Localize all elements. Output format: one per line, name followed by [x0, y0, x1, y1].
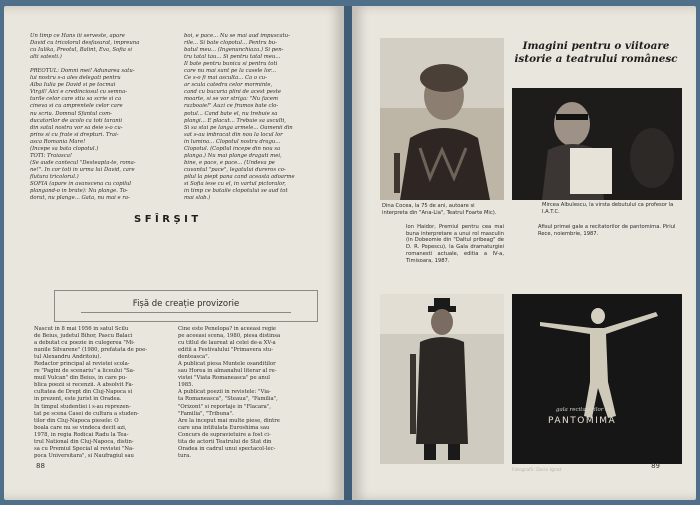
- poster-pantomima-text: PANTOMIMA: [548, 416, 617, 426]
- text-line: prins si cu frate si drepturi. Trai-: [30, 131, 119, 138]
- text-line: sau Horea in almanahul literar al re-: [178, 368, 277, 375]
- text-line: 1985.: [178, 382, 194, 389]
- text-line: asca Romania Mare!: [30, 138, 86, 145]
- text-line: 1978, in regia Rodicai Radu la Tea-: [34, 431, 129, 438]
- text-line: (Se aude cantecul "Desteapta-te, roma-: [30, 159, 136, 166]
- text-line: editii a Festivalului "Primavera stu-: [178, 347, 274, 354]
- biography-column-1: [34, 326, 170, 460]
- photo-ion-haidor: [380, 294, 504, 464]
- text-line: alti satesti.): [30, 54, 62, 61]
- text-line: PREOTUL: Domni mei! Adunarea satu-: [30, 68, 135, 75]
- text-line: de Beius, judetul Bihor, Pascu Balaci: [34, 333, 133, 340]
- text-line: re "Pagini de scenariu" a liceului "Sa-: [34, 368, 135, 375]
- end-word: SFÎRȘIT: [134, 214, 202, 225]
- text-line: Un timp ce Hans iii serveste, apare: [30, 33, 125, 39]
- text-line: bine, e pace, e pace... (Undeva pe: [184, 159, 275, 166]
- text-line: dorut, nu plange... Gata, nu mai e ra-: [30, 195, 130, 202]
- text-line: "Familia", "Tribuna".: [178, 410, 234, 417]
- text-line: planga.) Nu mai plange draguti mei,: [184, 152, 282, 159]
- play-text-column-2: [184, 33, 328, 202]
- text-line: Ce s-o fi mai asculta... Ca o cu-: [184, 75, 267, 82]
- biography-column-2: [178, 326, 316, 460]
- biography-box: [54, 290, 318, 322]
- text-line: muil Vulcan" din Beius, in care pu-: [34, 375, 128, 382]
- text-line: In timpul studentiei i s-au reprezen-: [34, 403, 131, 410]
- text-line: in prezent, este jurist in Oradea.: [34, 396, 122, 403]
- left-page: [4, 6, 344, 500]
- page-number-left: 88: [36, 462, 45, 470]
- text-line: rile... Si bate clopotul... Pentru bu-: [184, 40, 277, 47]
- text-line: vistei "Viata Romaneasca" pe anul: [178, 375, 270, 382]
- pantomime-figure-image: [512, 294, 682, 464]
- photo-ion-haidor-image: [380, 294, 504, 464]
- text-line: nunile Silvarene" (1980, prefatata de poe-: [34, 347, 148, 354]
- text-line: plangand-o in brate): Nu plange. To-: [30, 188, 128, 195]
- text-line: David cu tricolorul desfasurat, impreuna: [30, 40, 140, 47]
- photo-credit: Fotografii: Dorin Ignat: [512, 468, 562, 473]
- text-line: Cine este Penelopa? in aceeasi regie: [178, 326, 277, 332]
- text-line: tat pe scena Casei de cultura a studen-: [34, 410, 139, 417]
- photo-dina-cocea: [380, 38, 504, 200]
- text-line: turile celor care stiu sa scrie si ca: [30, 96, 122, 103]
- poster-gala-text: gala recitatorilor de: [556, 407, 612, 413]
- caption-mircea-albulescu: Mircea Albulescu, la virsta debutului ca profesor la I.A.T.C.: [542, 202, 674, 215]
- text-line: Il bate pentru bunica si pentru toti: [184, 61, 278, 68]
- text-line: blica poezii si recenzii. A absolvit Fa-: [34, 382, 134, 389]
- text-line: denteasca".: [178, 354, 210, 361]
- text-line: pe aceeasi scena, 1980, piesa distinsa: [178, 333, 281, 340]
- text-line: tura.: [178, 452, 191, 459]
- text-line: cu Iulika, Preotul, Balint, Eva, Sofia si: [30, 47, 133, 54]
- text-line: Clopotul. (Copilul incepe din nou sa: [184, 145, 281, 152]
- text-line: Virgil! Aici e credinciosul cu semna-: [30, 89, 128, 96]
- caption-ion-haidor: Ion Haidor, Premiul pentru cea mai buna interpretare a unui rol masculin (in Dobeomie din "Daltul pribeag" de D. R. Popescu), la Gala dramaturgiei romanesti actuale, editia a IV-a, Timisoara, 1987.: [406, 224, 504, 264]
- text-line: sa cu Premiul Special al revistei "Na-: [34, 445, 134, 452]
- text-line: mai slab.): [184, 195, 211, 202]
- text-line: potul... Cand bate el, nu trebuie sa: [184, 110, 278, 117]
- photo-dina-cocea-image: [380, 38, 504, 200]
- text-line: Oradea in cadrul unui spectacol-lec-: [178, 445, 276, 452]
- text-line: ducatorilor de acolo ca toti taranii: [30, 117, 123, 124]
- text-line: nu scriu. Domnul Sfantul com-: [30, 110, 112, 117]
- text-line: Nascut in 8 mai 1956 in satul Scilu: [34, 326, 129, 332]
- caption-pantomime-poster: Afisul primei gale a recitatorilor de pantomima. Piriul Rece, noiembrie, 1987.: [538, 224, 676, 237]
- text-line: pilul la piept pana cand aceasta adoarme: [184, 173, 295, 180]
- text-line: ne!". In cor toti in urma lui David, care: [30, 166, 135, 173]
- text-line: cineva si cu amprentele celor care: [30, 103, 123, 110]
- text-line: poca Universitara", si Naufragiul sau: [34, 452, 134, 459]
- photo-pantomime-poster: [512, 294, 682, 464]
- text-line: care una intitulata Euroshima sau: [178, 424, 270, 431]
- text-line: Concurs de supravietuire a fost ci-: [178, 431, 271, 438]
- text-line: flutura tricolorul.): [30, 173, 79, 180]
- spine-gutter: [344, 6, 352, 500]
- text-line: cuvantul "pace", legatului dureros co-: [184, 166, 286, 173]
- text-line: lui nostru s-a ales delegati pentru: [30, 75, 121, 82]
- text-line: in lumina... Clopotul nostru dragu...: [184, 138, 281, 145]
- text-line: (Incepe sa bata clopotul.): [30, 145, 99, 152]
- page-number-right: 89: [651, 462, 660, 470]
- text-line: A publicat piesa Muntele osanditilor: [178, 361, 276, 368]
- text-line: TOTI: Traiasca!: [30, 152, 73, 159]
- text-line: cultatea de Drept din Cluj-Napoca si: [34, 389, 133, 396]
- text-line: ta Romaneasca", "Steaua", "Familia",: [178, 396, 278, 403]
- text-line: tilor din Cluj-Napoca piesele: O: [34, 417, 119, 424]
- text-line: trul National din Cluj-Napoca, distin-: [34, 438, 134, 445]
- text-line: Redactor principal al revistei scola-: [34, 361, 130, 368]
- text-line: moarte, si se vor striga: "Nu facem: [184, 96, 279, 103]
- text-line: Si sa stai pe langa armele... Oamenii din: [184, 124, 293, 131]
- photo-mircea-albulescu-image: [512, 88, 682, 200]
- photo-mircea-albulescu: [512, 88, 682, 200]
- text-line: boi, e pace... Nu se mai aud impuscatu-: [184, 33, 291, 39]
- biography-box-title: Fișă de creație provizorie: [55, 299, 317, 313]
- text-line: [30, 61, 174, 68]
- text-line: care nu mai sunt pe la casele lor...: [184, 68, 277, 75]
- caption-dina-cocea: Dina Cocea, la 75 de ani, autoare si interpreta din "Ana-Lia", Teatrul Foarte Mic).: [382, 203, 497, 216]
- text-line: "Orizont" si reportaje in "Flacara",: [178, 403, 271, 410]
- section-headline: Imagini pentru o viitoare istorie a teatrului românesc: [514, 40, 678, 65]
- text-line: sat s-au imbracat din nou la locul lor: [184, 131, 283, 138]
- text-line: SOFIA (apare in avanscena cu copilul: [30, 180, 132, 187]
- text-line: tita de actorii Teatrului de Stat din: [178, 438, 272, 445]
- text-line: tru tatal tau... Si pentru tatal meu...: [184, 54, 281, 61]
- text-line: Alba Iulia pe David si pe tocmai: [30, 82, 116, 89]
- text-line: Are la inceput mai multe piese, dintre: [178, 417, 280, 424]
- text-line: a debutat cu poezie in culegerea "Mi-: [34, 340, 135, 347]
- text-line: si Sofia iese cu el, in vartul pictoralor,: [184, 180, 286, 187]
- text-line: din satul nostru vor sa deie s-o cu-: [30, 124, 123, 131]
- text-line: ar scula catedra celor morminte,: [184, 82, 273, 89]
- play-text-column-1: [30, 33, 174, 202]
- text-line: in timp ce bataile clopotului se aud tot: [184, 188, 288, 195]
- text-line: cand cu bucuria plini de acest peste: [184, 89, 281, 96]
- right-page: [352, 6, 696, 500]
- text-line: boala care nu se vindeca decit azi,: [34, 424, 127, 431]
- text-line: cu titlul de laureat al celei de-a XV-a: [178, 340, 276, 347]
- text-line: tul Alexandru Andritoiu).: [34, 354, 102, 361]
- text-line: batul meu... (Ingenunchiaza.) Si pen-: [184, 47, 284, 54]
- text-line: A publicat poezii in revistele: "Via-: [178, 389, 271, 396]
- text-line: razboaie!" Auzi ce frumos bate clo-: [184, 103, 279, 110]
- text-line: plangi... E placut... Trebuie sa asculti,: [184, 117, 287, 124]
